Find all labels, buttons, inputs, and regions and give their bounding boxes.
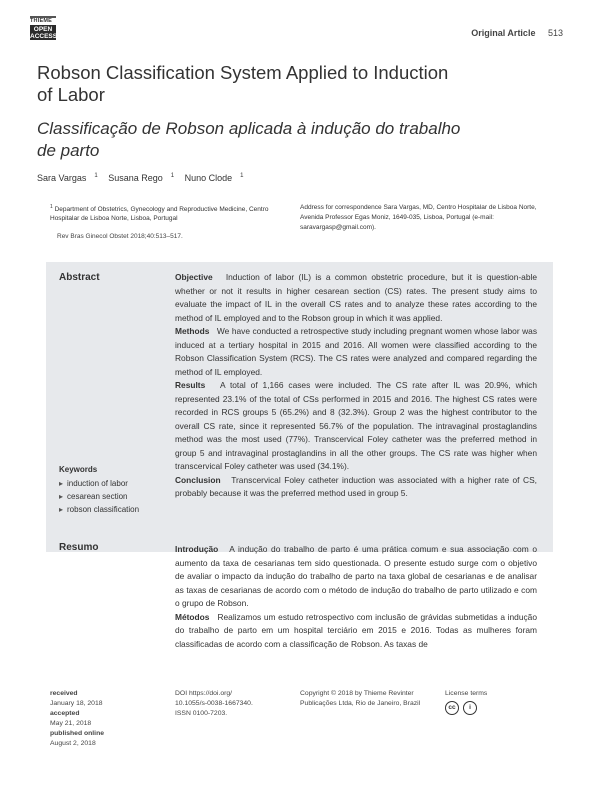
author-list bbox=[37, 173, 252, 183]
license-block bbox=[445, 689, 515, 711]
resumo-introducao: Introdução A indução do trabalho de parto é uma prática comum e sua associação com o aumento da taxa de cesarianas tem sido questionada. O presente estudo surge com o objetivo de avaliar o impacto da indução do trabalho de parto na taxa global de cesarianas e de analisar as taxas de cesarianas de acordo com o método de indução do trabalho de parto utilizado e com o grupo de Robson. bbox=[175, 544, 538, 608]
thieme-open-access-logo bbox=[30, 16, 56, 42]
article-dates: received January 18, 2018 accepted May 21, 2018 published online August 2, 2018 bbox=[50, 690, 104, 747]
abstract-heading: Abstract bbox=[59, 272, 100, 283]
author[interactable]: Sara Vargas $^1$ bbox=[37, 173, 98, 183]
affiliation: $^1$ Department of Obstetrics, Gynecology and Reproductive Medicine, Centro Hospitalar de Lisboa Norte, Lisboa, Portugal bbox=[50, 204, 269, 223]
resumo-heading: Resumo bbox=[59, 542, 99, 553]
keywords-heading: Keywords bbox=[59, 465, 98, 474]
abstract-body bbox=[175, 271, 537, 501]
abstract-objective: Objective Induction of labor (IL) is a common obstetric procedure, but it is question-able whether or not it results in higher cesarean section (CS) rates. The present study aims to evaluate the impact of IL in the overall CS rates and to analyze these rates according to the method of IL employed and to the Robson group in which it was applied. bbox=[175, 272, 537, 323]
article-type: Original Article bbox=[471, 28, 536, 38]
keyword-item[interactable]: ▸ induction of labor bbox=[59, 477, 139, 490]
keyword-item[interactable]: ▸ robson classification bbox=[59, 503, 139, 516]
issn: ISSN 0100-7203. bbox=[175, 710, 228, 717]
keyword-list bbox=[59, 477, 139, 516]
logo-line3: ACCESS bbox=[30, 33, 58, 40]
resumo-metodos: Métodos Realizamos um estudo retrospectivo com inclusão de grávidas submetidas a indução do trabalho de parto em um hospital terciário em 2015 e 2016. Todas as mulheres foram classificadas de acordo com a classificação de Robson. As taxas de bbox=[175, 611, 537, 649]
page-number: 513 bbox=[547, 28, 563, 38]
resumo-body bbox=[175, 543, 537, 651]
keyword-item[interactable]: ▸ cesarean section bbox=[59, 490, 139, 503]
doi-link[interactable]: DOI https://doi.org/ bbox=[175, 690, 233, 697]
creative-commons-icon: cc bbox=[445, 701, 459, 715]
author[interactable]: Nuno Clode $^1$ bbox=[184, 173, 244, 183]
abstract-results: Results A total of 1,166 cases were included. The CS rate after IL was 20.9%, which represented 23.1% of the total of CSs performed in 2015 and 2016. The highest CS rates were recorded in RCS groups 5 (65.2%) and 8 (32.3%). Group 2 was the highest contributor to the overall CS rate, since it represented 56.7% of the population. The intravaginal prostaglandins method was the most used (77%). Transcervical Foley catheter was the preferred method in group 5 and intravaginal prostaglandins in all the other groups. The CS rate was higher when transcervical Foley catheter was used (34.1%). bbox=[175, 380, 537, 471]
abstract-methods: Methods We have conducted a retrospective study including pregnant women whose labor was induced at a tertiary hospital in 2015 and 2016. All women were classified according to the Robson Classification System (RCS). The CS rates were analyzed and compared regarding the method of IL employed. bbox=[175, 326, 538, 377]
citation: Rev Bras Ginecol Obstet 2018;40:513–517. bbox=[57, 233, 183, 240]
abstract-conclusion: Conclusion Transcervical Foley catheter induction was associated with a higher rate of CS, probably because it was the preferred method used in group 5. bbox=[175, 474, 537, 498]
running-header bbox=[471, 28, 563, 38]
doi-block bbox=[175, 689, 285, 719]
logo-line2: OPEN bbox=[33, 26, 53, 33]
attribution-icon: i bbox=[463, 701, 477, 715]
copyright: Copyright © 2018 by Thieme Revinter Publicações Ltda, Rio de Janeiro, Brazil bbox=[300, 690, 421, 707]
logo-line1: THIEME bbox=[30, 18, 52, 24]
author[interactable]: Susana Rego $^1$ bbox=[108, 173, 175, 183]
license-link[interactable]: License terms bbox=[445, 690, 488, 697]
correspondence-address: Address for correspondence Sara Vargas, MD, Centro Hospitalar de Lisboa Norte, Avenida Professor Egas Moniz, 1649-035, Lisboa, Portugal (e-mail: saravargasp@gmail.com). bbox=[300, 204, 537, 231]
doi-id[interactable]: 10.1055/s-0038-1667340. bbox=[175, 700, 253, 707]
article-subtitle: Classificação de Robson aplicada à indução do trabalho de parto bbox=[37, 119, 461, 160]
article-title: Robson Classification System Applied to Induction of Labor bbox=[37, 62, 449, 105]
